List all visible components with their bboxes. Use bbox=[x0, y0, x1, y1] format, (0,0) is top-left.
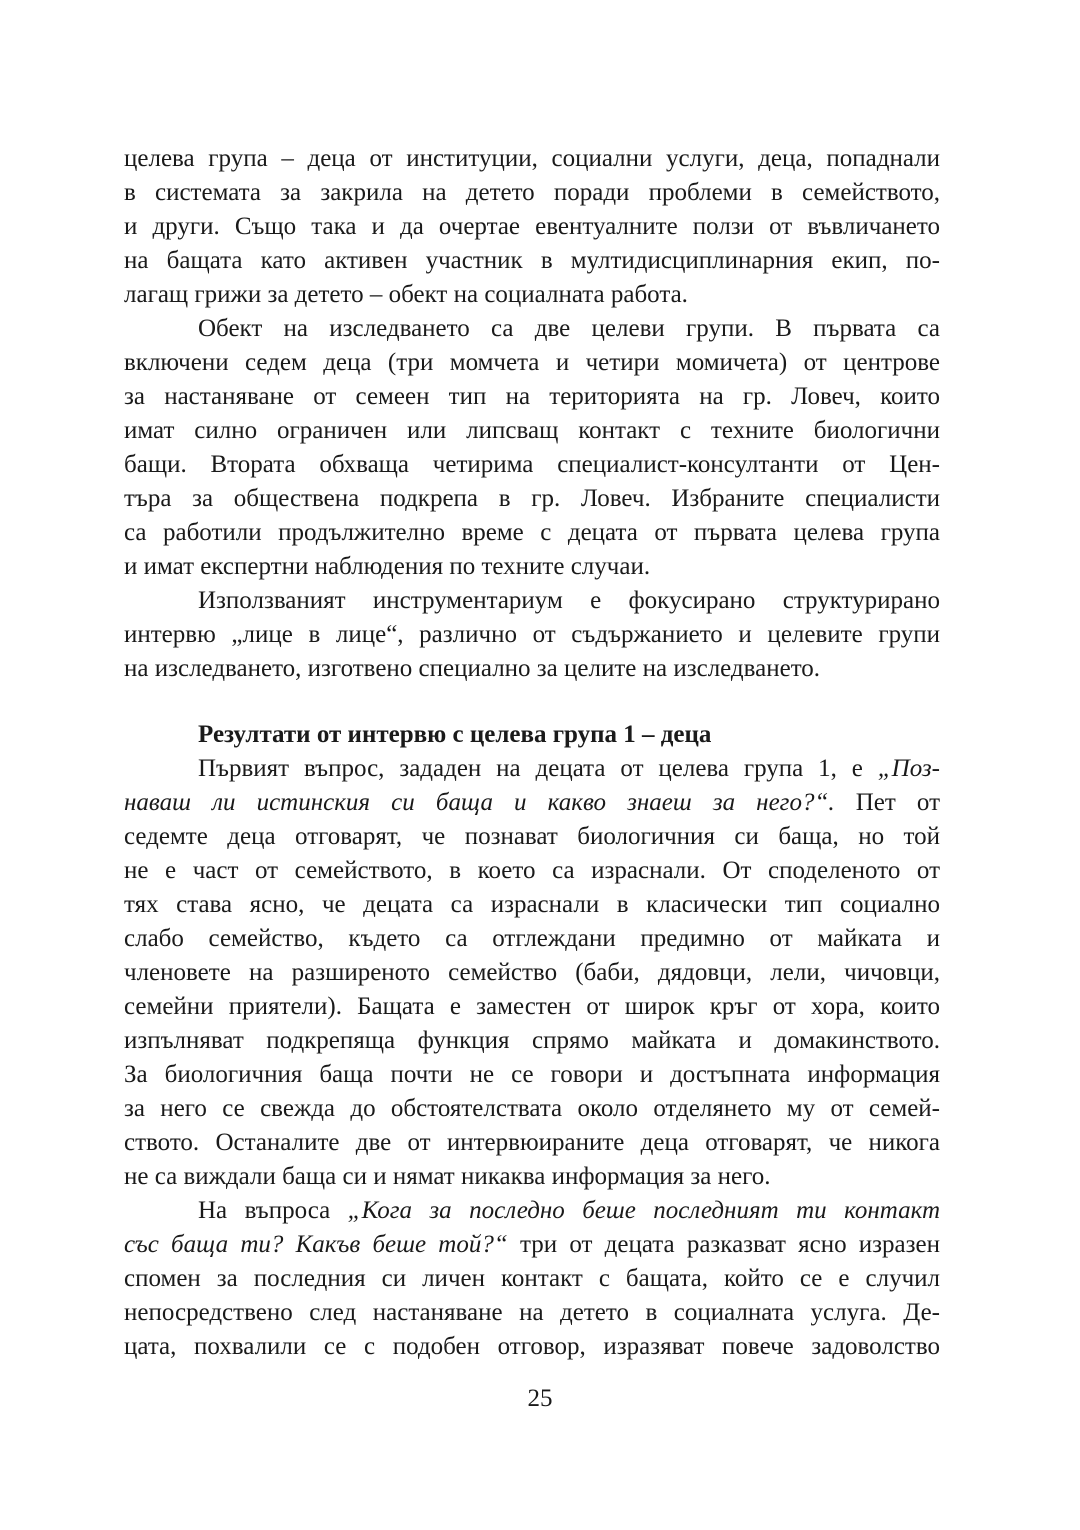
section-heading: Резултати от интервю с целева група 1 – деца bbox=[198, 721, 712, 748]
question-quote: „Кога за последно беше последният ти контакт bbox=[347, 1197, 941, 1224]
text-line bbox=[124, 1194, 940, 1228]
paragraph bbox=[124, 752, 940, 1194]
question-quote: със баща ти? Какъв беше той?“ bbox=[124, 1231, 508, 1258]
text-run: Първият въпрос, зададен на децата от целева група 1, е bbox=[198, 755, 878, 782]
text-line: за настаняване от семеен тип на територията на гр. Ловеч, които bbox=[124, 383, 940, 410]
text-line: включени седем деца (три момчета и четири момичета) от центрове bbox=[124, 349, 940, 376]
text-line: изпълняват подкрепяща функция спрямо майката и домакинството. bbox=[124, 1027, 940, 1054]
paragraph bbox=[124, 142, 940, 312]
text-line: на изследването, изготвено специално за целите на изследването. bbox=[124, 655, 821, 682]
text-line: лагащ грижи за детето – обект на социалната работа. bbox=[124, 281, 688, 308]
text-line: имат силно ограничен или липсващ контакт с техните биологични bbox=[124, 417, 940, 444]
text-line: са работили продължително време с децата от първата целева група bbox=[124, 519, 940, 546]
text-line: търа за обществена подкрепа в гр. Ловеч. Избраните специалисти bbox=[124, 485, 940, 512]
question-quote: наваш ли истинския си баща и какво знаеш за него?“. bbox=[124, 789, 835, 816]
page-number: 25 bbox=[527, 1385, 553, 1412]
text-line: тях става ясно, че децата са израснали в класически тип социално bbox=[124, 891, 940, 918]
text-line bbox=[124, 752, 940, 786]
text-line: и имат експертни наблюдения по техните случаи. bbox=[124, 553, 651, 580]
text-line: седемте деца отговарят, че познават биологичния си баща, но той bbox=[124, 823, 940, 850]
text-line: бащи. Втората обхваща четирима специалист-консултанти от Цен- bbox=[124, 451, 940, 478]
text-line: членовете на разширеното семейство (баби, дядовци, лели, чичовци, bbox=[124, 959, 940, 986]
section-gap bbox=[124, 686, 940, 718]
text-line: интервю „лице в лице“, различно от съдържанието и целевите групи bbox=[124, 621, 940, 648]
text-line: За биологичния баща почти не се говори и достъпната информация bbox=[124, 1061, 940, 1088]
paragraph bbox=[124, 312, 940, 584]
text-line: на бащата като активен участник в мултидисциплинарния екип, по- bbox=[124, 247, 940, 274]
text-line bbox=[124, 786, 940, 820]
paragraph bbox=[124, 584, 940, 686]
text-run: На въпроса bbox=[198, 1197, 348, 1224]
text-run: три от децата разказват ясно изразен bbox=[507, 1231, 940, 1258]
text-line: не са виждали баща си и нямат никаква информация за него. bbox=[124, 1163, 771, 1190]
text-line: за него се свежда до обстоятелствата около отделянето му от семей- bbox=[124, 1095, 940, 1122]
text-line: семейни приятели). Бащата е заместен от широк кръг от хора, които bbox=[124, 993, 940, 1020]
text-line: слабо семейство, където са отглеждани предимно от майката и bbox=[124, 925, 940, 952]
text-line: цата, похвалили се с подобен отговор, изразяват повече задоволство bbox=[124, 1333, 940, 1360]
paragraph bbox=[124, 1194, 940, 1364]
text-line: Използваният инструментариум е фокусирано структурирано bbox=[198, 587, 940, 614]
page-body bbox=[124, 142, 940, 1364]
text-line: не е част от семейството, в което са израснали. От споделеното от bbox=[124, 857, 940, 884]
text-line: и други. Също така и да очертае евентуалните ползи от въвличането bbox=[124, 213, 940, 240]
text-line: Обект на изследването са две целеви групи. В първата са bbox=[198, 315, 940, 342]
question-quote: „Поз- bbox=[877, 755, 940, 782]
text-run: Пет от bbox=[834, 789, 940, 816]
text-line: непосредствено след настаняване на детето в социалната услуга. Де- bbox=[124, 1299, 940, 1326]
text-line: целева група – деца от институции, социални услуги, деца, попаднали bbox=[124, 145, 940, 172]
text-line: ството. Останалите две от интервюираните деца отговарят, че никога bbox=[124, 1129, 940, 1156]
text-line: спомен за последния си личен контакт с бащата, който се е случил bbox=[124, 1265, 940, 1292]
text-line bbox=[124, 1228, 940, 1262]
text-line: в системата за закрила на детето поради проблеми в семейството, bbox=[124, 179, 940, 206]
